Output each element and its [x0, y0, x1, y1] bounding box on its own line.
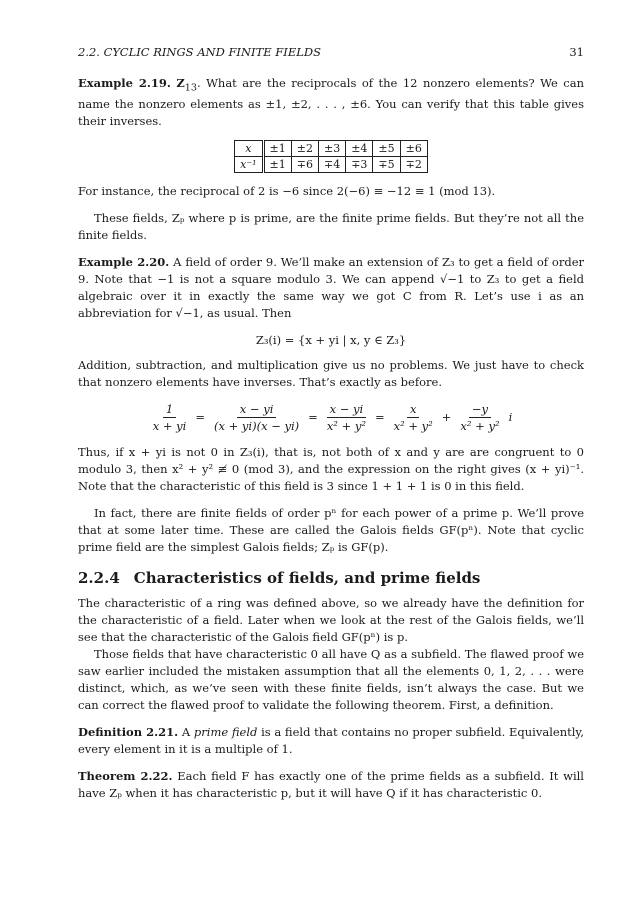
section-title: Characteristics of fields, and prime fields [133, 569, 481, 588]
theorem-2-22 [78, 768, 584, 802]
numerator: −y [469, 401, 491, 418]
paragraph: Addition, subtraction, and multiplication give us no problems. We just have to check that nonzero elements have inverses. That’s exactly as before. [78, 358, 584, 390]
table-cell: ∓2 [400, 157, 427, 173]
definition-text: A [181, 725, 194, 740]
paragraph: These fields, Zₚ where p is prime, are the finite prime fields. But they’re not all the finite fields. [78, 211, 584, 243]
table-row [235, 141, 428, 157]
definition-text: is a field that contains no proper subfield. Equivalently, every element in it is a multiple of 1. [78, 725, 585, 757]
table-cell: ±2 [291, 141, 318, 157]
denominator: x + yi [152, 419, 187, 434]
defined-term: prime field [193, 725, 258, 740]
field-subscript: 13 [184, 82, 197, 94]
denominator: (x + yi)(x − yi) [214, 419, 300, 434]
running-head [78, 44, 584, 61]
numerator: 1 [163, 401, 176, 418]
fraction [324, 401, 369, 434]
reciprocal-table [234, 140, 428, 173]
page [78, 44, 584, 812]
inverse-equation [78, 401, 584, 434]
table-row [235, 157, 428, 173]
denominator: x² + y² [460, 419, 500, 434]
paragraph: In fact, there are finite fields of order pⁿ for each power of a prime p. We’ll prove that at some later time. These are called the Galois fields GF(pⁿ). Note that cyclic prime field are the simplest Galois fields; Zₚ is GF(p). [78, 506, 584, 555]
table-cell: ±6 [400, 141, 427, 157]
section-number: 2.2.4 [78, 569, 120, 588]
paragraph: Thus, if x + yi is not 0 in Z₃(i), that is, not both of x and y are are congruent to 0 modulo 3, then x² + y² ≢ 0 (mod 3), and the expression on the right gives (x + yi)⁻¹. Note that the characteristic of this field is 3 since 1 + 1 + 1 is 0 in this field. [78, 445, 584, 494]
example-text: A field of order 9. We’ll make an extension of Z₃ to get a field of order 9. Note that −1 is not a square modulo 3. We can append √−1 to Z₃ to get a field algebraic over it in exactly the same way we got C from R. Let’s use i as an abbreviation for √−1, as usual. Then [78, 255, 585, 321]
table-cell: ∓6 [291, 157, 318, 173]
equals-sign: = [308, 410, 318, 425]
example-label: Example 2.20. [78, 255, 170, 270]
set-equation: Z₃(i) = {x + yi | x, y ∈ Z₃} [255, 333, 407, 348]
table-cell: x [235, 141, 263, 157]
section-heading [78, 570, 584, 587]
table-cell: x⁻¹ [235, 157, 263, 173]
table-cell: ∓3 [346, 157, 373, 173]
equals-sign: = [195, 410, 205, 425]
numerator: x − yi [237, 401, 277, 418]
table-cell: ±4 [346, 141, 373, 157]
table-cell: ±1 [263, 157, 291, 173]
denominator: x² + y² [326, 419, 366, 434]
table-cell: ∓4 [318, 157, 345, 173]
running-title: 2.2. CYCLIC RINGS AND FINITE FIELDS [78, 45, 321, 59]
paragraph: For instance, the reciprocal of 2 is −6 since 2(−6) ≡ −12 ≡ 1 (mod 13). [78, 184, 496, 199]
example-2-20 [78, 254, 584, 322]
numerator: x − yi [327, 401, 367, 418]
table-cell: ±3 [318, 141, 345, 157]
denominator: x² + y² [393, 419, 433, 434]
imaginary-unit: i [508, 410, 513, 425]
fraction [211, 401, 302, 434]
paragraph: Those fields that have characteristic 0 all have Q as a subfield. The flawed proof we saw earlier included the mistaken assumption that all the elements 0, 1, 2, . . . were distinct, which, as we’ve seen with these finite fields, isn’t always the case. But we can correct the flawed proof to validate the following theorem. First, a definition. [78, 647, 584, 713]
theorem-text: Each field F has exactly one of the prime fields as a subfield. It will have Zₚ when it has characteristic p, but it will have Q if it has characteristic 0. [78, 769, 584, 801]
paragraph: The characteristic of a ring was defined above, so we already have the definition for the characteristic of a field. Later when we look at the rest of the Galois fields, we’ll see that the characteristic of the Galois field GF(pⁿ) is p. [78, 596, 584, 645]
fraction [150, 401, 190, 434]
numerator: x [407, 401, 420, 418]
example-label: Example 2.19. [78, 76, 171, 90]
fraction [457, 401, 502, 434]
page-number: 31 [569, 45, 584, 59]
equals-sign: = [374, 410, 385, 425]
field-symbol: Z [176, 76, 185, 90]
definition-2-21 [78, 724, 584, 758]
definition-label: Definition 2.21. [78, 725, 179, 740]
theorem-label: Theorem 2.22. [78, 769, 173, 784]
plus-sign: + [441, 410, 452, 425]
table-cell: ∓5 [373, 157, 400, 173]
table-cell: ±1 [263, 141, 291, 157]
table-cell: ±5 [373, 141, 400, 157]
example-2-19 [78, 75, 584, 130]
fraction [391, 401, 436, 434]
example-text: . What are the reciprocals of the 12 nonzero elements? We can name the nonzero elements as ±1, ±2, . . . , ±6. You can verify that this table gives their inverses. [78, 76, 584, 129]
